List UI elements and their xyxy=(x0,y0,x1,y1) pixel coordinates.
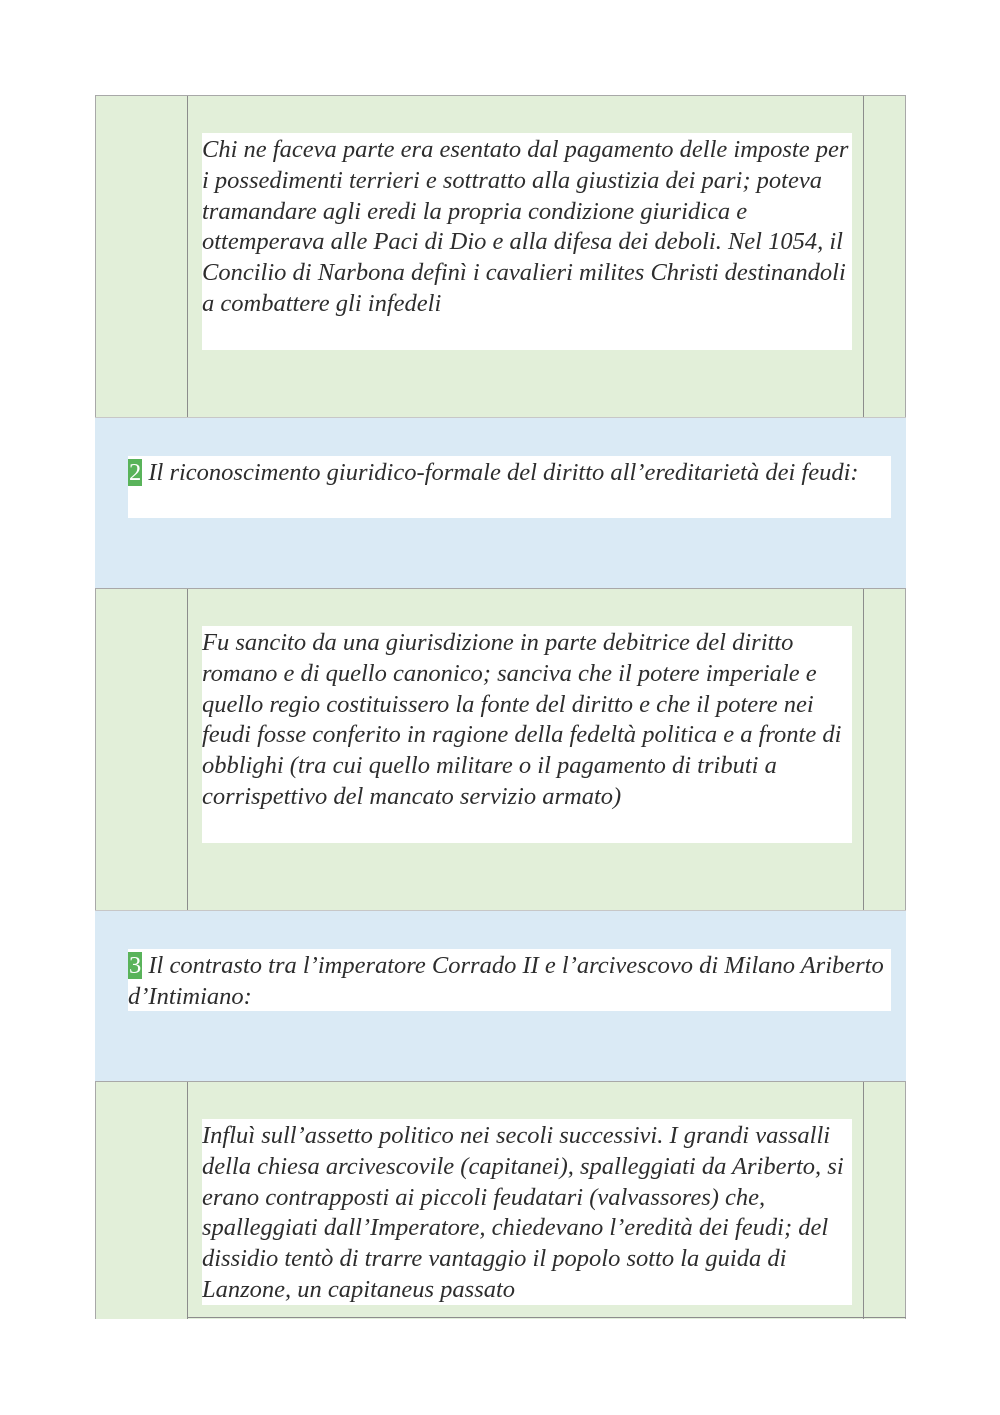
answer-text-3: Fu sancito da una giurisdizione in parte debitrice del diritto romano e di quello canonico; sanciva che il potere imperiale e quello regio costituissero la fonte del diritto e che il potere nei feudi fosse conferito in ragione della fedeltà politica e a fronte di obblighi (tra cui quello militare o il pagamento di tributi a corrispettivo del mancato servizio armato) xyxy=(202,626,852,843)
answer-text-5: Influì sull’assetto politico nei secoli successivi. I grandi vassalli della chiesa arcivescovile (capitanei), spalleggiati da Ariberto, si erano contrapposti ai piccoli feudatari (valvassores) che, spalleggiati dall’Imperatore, chiedevano l’eredità dei feudi; del dissidio tentò di trarre vantaggio il popolo sotto la guida di Lanzone, un capitaneus passato xyxy=(202,1119,852,1305)
answer-right-cell xyxy=(863,96,905,417)
question-label: Il riconoscimento giuridico-formale del diritto all’ereditarietà dei feudi: xyxy=(142,459,859,486)
answer-row-5 xyxy=(95,1081,906,1319)
answer-row-3 xyxy=(95,588,906,910)
question-number-badge: 2 xyxy=(129,459,142,486)
answer-right-cell xyxy=(863,1082,905,1319)
answer-left-cell xyxy=(96,96,188,417)
question-row-2 xyxy=(95,417,906,588)
question-number-badge: 3 xyxy=(129,952,142,979)
question-text-2 xyxy=(128,456,891,518)
answer-text-1: Chi ne faceva parte era esentato dal pagamento delle imposte per i possedimenti terrieri e sottratto alla giustizia dei pari; poteva tramandare agli eredi la propria condizione giuridica e ottemperava alle Paci di Dio e alla difesa dei deboli. Nel 1054, il Concilio di Narbona definì i cavalieri milites Christi destinandoli a combattere gli infedeli xyxy=(202,133,852,350)
answer-right-cell xyxy=(863,589,905,910)
quiz-table xyxy=(95,95,906,1319)
question-text-3 xyxy=(128,949,891,1011)
answer-left-cell xyxy=(96,1082,188,1319)
question-label: Il contrasto tra l’imperatore Corrado II e l’arcivescovo di Milano Ariberto d’Intimiano: xyxy=(128,952,884,1010)
answer-left-cell xyxy=(96,589,188,910)
question-row-3 xyxy=(95,910,906,1081)
answer-row-1 xyxy=(95,95,906,417)
table-bottom-border xyxy=(187,1317,906,1318)
